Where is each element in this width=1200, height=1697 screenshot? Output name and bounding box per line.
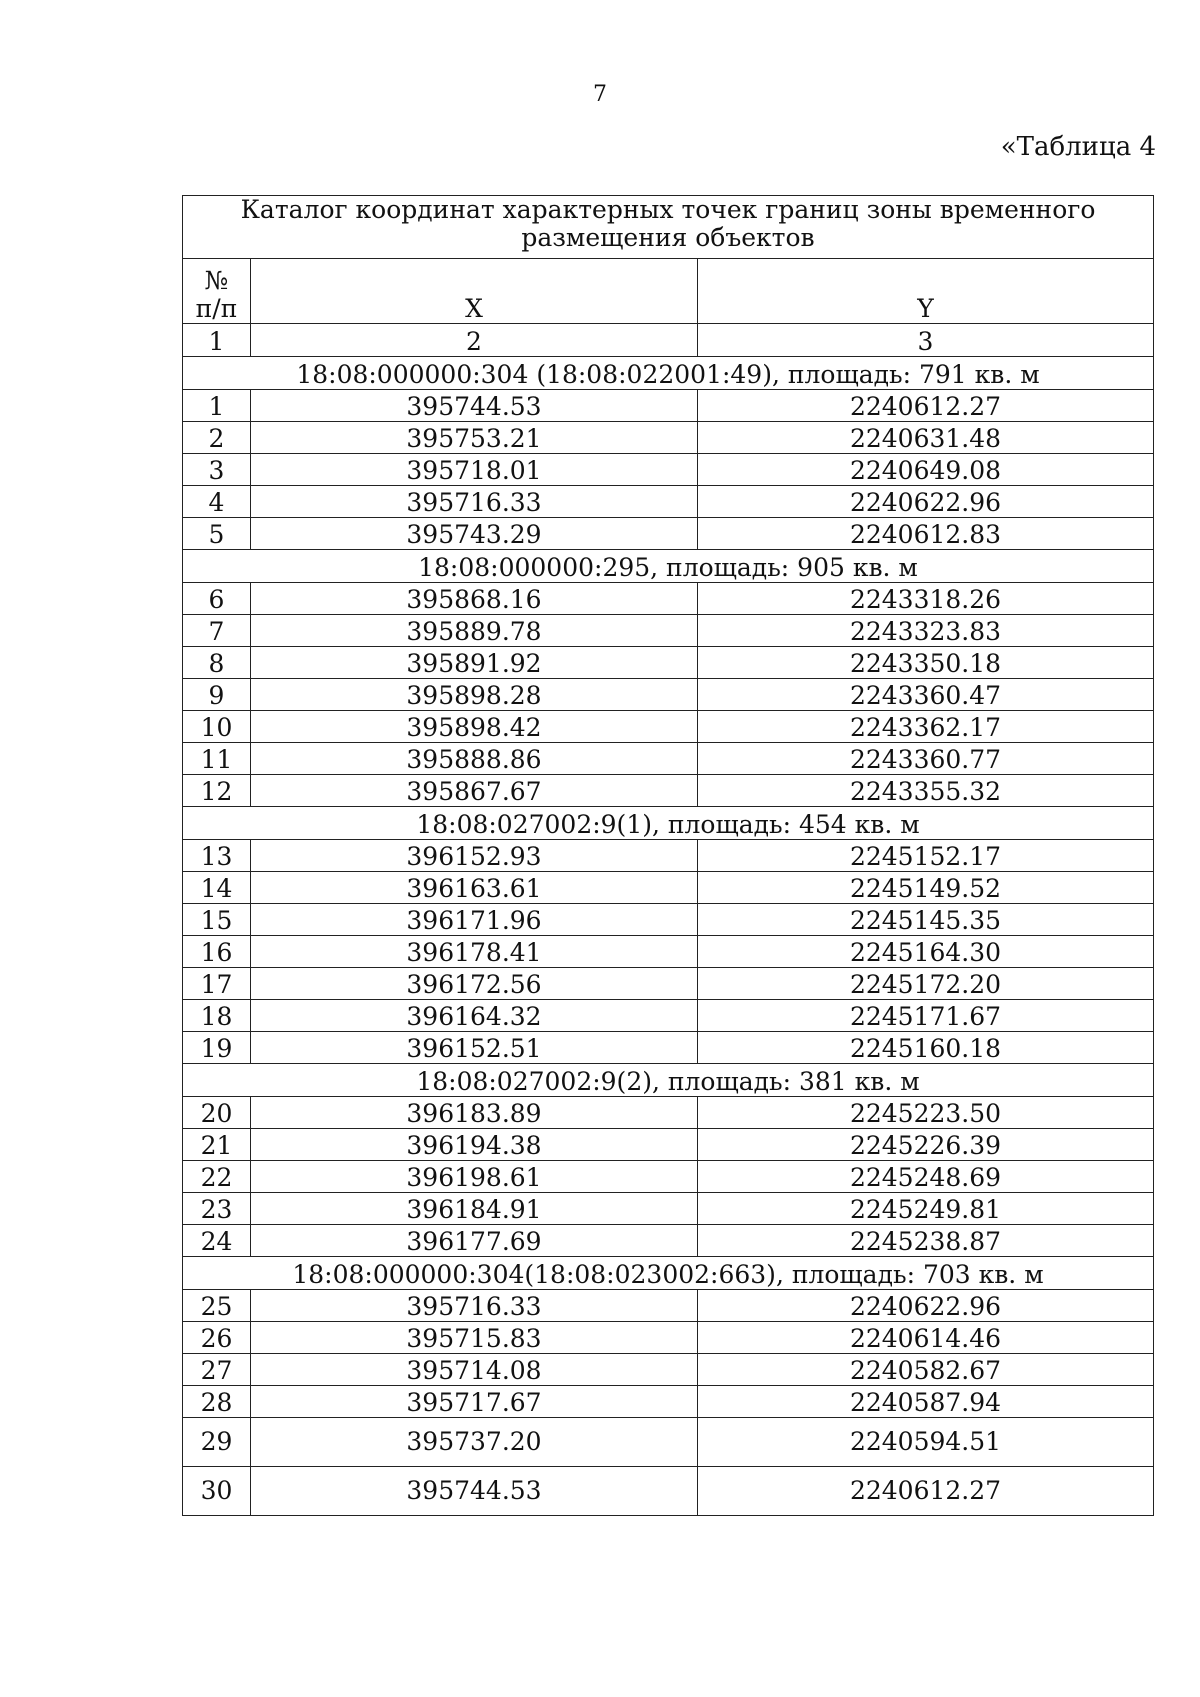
coord-y: 2243350.18 <box>698 647 1154 679</box>
table-row <box>183 743 1154 775</box>
coord-x: 396172.56 <box>251 968 698 1000</box>
point-number: 27 <box>183 1354 251 1386</box>
coord-y: 2240594.51 <box>698 1418 1154 1467</box>
coord-y: 2245164.30 <box>698 936 1154 968</box>
coord-y: 2245249.81 <box>698 1193 1154 1225</box>
table-caption: Каталог координат характерных точек границ зоны временного размещения объектов <box>183 196 1154 259</box>
coord-y: 2240612.27 <box>698 1467 1154 1516</box>
point-number: 16 <box>183 936 251 968</box>
point-number: 4 <box>183 486 251 518</box>
table-row <box>183 1418 1154 1467</box>
coord-x: 395889.78 <box>251 615 698 647</box>
point-number: 3 <box>183 454 251 486</box>
table-row <box>183 1161 1154 1193</box>
table-row <box>183 872 1154 904</box>
coord-x: 396183.89 <box>251 1097 698 1129</box>
coord-y: 2243362.17 <box>698 711 1154 743</box>
table-row <box>183 583 1154 615</box>
group-title: 18:08:000000:295, площадь: 905 кв. м <box>183 550 1154 583</box>
point-number: 21 <box>183 1129 251 1161</box>
group-row <box>183 357 1154 390</box>
coord-x: 395753.21 <box>251 422 698 454</box>
coord-x: 396178.41 <box>251 936 698 968</box>
coord-y: 2245248.69 <box>698 1161 1154 1193</box>
coord-x: 395891.92 <box>251 647 698 679</box>
coord-y: 2245160.18 <box>698 1032 1154 1064</box>
table-row <box>183 904 1154 936</box>
point-number: 7 <box>183 615 251 647</box>
point-number: 30 <box>183 1467 251 1516</box>
coord-x: 395717.67 <box>251 1386 698 1418</box>
coord-x: 395898.42 <box>251 711 698 743</box>
table-row <box>183 390 1154 422</box>
coord-x: 396171.96 <box>251 904 698 936</box>
table-row <box>183 1354 1154 1386</box>
coord-x: 395744.53 <box>251 390 698 422</box>
point-number: 11 <box>183 743 251 775</box>
point-number: 22 <box>183 1161 251 1193</box>
coord-y: 2240649.08 <box>698 454 1154 486</box>
header-number-line2: п/п <box>195 294 238 323</box>
point-number: 17 <box>183 968 251 1000</box>
coord-x: 396184.91 <box>251 1193 698 1225</box>
group-row <box>183 550 1154 583</box>
coord-x: 395888.86 <box>251 743 698 775</box>
coord-x: 395744.53 <box>251 1467 698 1516</box>
point-number: 24 <box>183 1225 251 1257</box>
point-number: 19 <box>183 1032 251 1064</box>
group-title: 18:08:000000:304 (18:08:022001:49), площадь: 791 кв. м <box>183 357 1154 390</box>
coord-y: 2243323.83 <box>698 615 1154 647</box>
table-label: «Таблица 4 <box>1000 132 1156 162</box>
coord-x: 396152.51 <box>251 1032 698 1064</box>
table-row <box>183 711 1154 743</box>
table-row <box>183 1000 1154 1032</box>
coord-x: 395718.01 <box>251 454 698 486</box>
table-row <box>183 454 1154 486</box>
coord-y: 2240582.67 <box>698 1354 1154 1386</box>
coord-x: 396152.93 <box>251 840 698 872</box>
coord-y: 2240614.46 <box>698 1322 1154 1354</box>
coord-y: 2245149.52 <box>698 872 1154 904</box>
coord-y: 2240622.96 <box>698 1290 1154 1322</box>
table-row <box>183 679 1154 711</box>
table-row <box>183 1129 1154 1161</box>
point-number: 28 <box>183 1386 251 1418</box>
table-row <box>183 775 1154 807</box>
table-row <box>183 1225 1154 1257</box>
table-row <box>183 1386 1154 1418</box>
point-number: 5 <box>183 518 251 550</box>
point-number: 1 <box>183 390 251 422</box>
coord-x: 396177.69 <box>251 1225 698 1257</box>
table-row <box>183 1032 1154 1064</box>
coord-x: 395716.33 <box>251 1290 698 1322</box>
coord-y: 2243318.26 <box>698 583 1154 615</box>
coord-x: 395743.29 <box>251 518 698 550</box>
group-title: 18:08:027002:9(1), площадь: 454 кв. м <box>183 807 1154 840</box>
point-number: 29 <box>183 1418 251 1467</box>
coord-y: 2245152.17 <box>698 840 1154 872</box>
header-number <box>183 259 251 324</box>
coord-x: 396164.32 <box>251 1000 698 1032</box>
table-row <box>183 486 1154 518</box>
coord-y: 2240612.27 <box>698 390 1154 422</box>
header-number-line1: № <box>204 266 229 295</box>
coord-y: 2245223.50 <box>698 1097 1154 1129</box>
coord-x: 395714.08 <box>251 1354 698 1386</box>
coord-y: 2240587.94 <box>698 1386 1154 1418</box>
coord-x: 396163.61 <box>251 872 698 904</box>
coord-y: 2243355.32 <box>698 775 1154 807</box>
group-title: 18:08:027002:9(2), площадь: 381 кв. м <box>183 1064 1154 1097</box>
page-number: 7 <box>593 82 607 107</box>
coord-y: 2245145.35 <box>698 904 1154 936</box>
table-row <box>183 936 1154 968</box>
point-number: 14 <box>183 872 251 904</box>
column-index-1: 1 <box>183 324 251 357</box>
coord-x: 395868.16 <box>251 583 698 615</box>
point-number: 26 <box>183 1322 251 1354</box>
coord-x: 395737.20 <box>251 1418 698 1467</box>
point-number: 6 <box>183 583 251 615</box>
coord-x: 395898.28 <box>251 679 698 711</box>
point-number: 2 <box>183 422 251 454</box>
point-number: 20 <box>183 1097 251 1129</box>
point-number: 18 <box>183 1000 251 1032</box>
coord-y: 2245171.67 <box>698 1000 1154 1032</box>
point-number: 25 <box>183 1290 251 1322</box>
point-number: 13 <box>183 840 251 872</box>
group-row <box>183 1257 1154 1290</box>
table-row <box>183 647 1154 679</box>
coord-x: 395716.33 <box>251 486 698 518</box>
coord-y: 2240631.48 <box>698 422 1154 454</box>
table-row <box>183 1193 1154 1225</box>
coordinates-table <box>182 195 1154 1516</box>
point-number: 9 <box>183 679 251 711</box>
table-row <box>183 422 1154 454</box>
table-row <box>183 615 1154 647</box>
header-x: X <box>251 259 698 324</box>
header-row <box>183 259 1154 324</box>
coord-x: 396198.61 <box>251 1161 698 1193</box>
table-row <box>183 1290 1154 1322</box>
coord-y: 2243360.47 <box>698 679 1154 711</box>
group-row <box>183 1064 1154 1097</box>
point-number: 15 <box>183 904 251 936</box>
column-index-row <box>183 324 1154 357</box>
coord-x: 395867.67 <box>251 775 698 807</box>
column-index-2: 2 <box>251 324 698 357</box>
table-row <box>183 518 1154 550</box>
coord-y: 2240612.83 <box>698 518 1154 550</box>
coord-x: 395715.83 <box>251 1322 698 1354</box>
coord-y: 2245226.39 <box>698 1129 1154 1161</box>
coord-y: 2243360.77 <box>698 743 1154 775</box>
table-row <box>183 968 1154 1000</box>
point-number: 10 <box>183 711 251 743</box>
group-row <box>183 807 1154 840</box>
point-number: 12 <box>183 775 251 807</box>
table-row <box>183 840 1154 872</box>
table-row <box>183 1467 1154 1516</box>
coord-y: 2240622.96 <box>698 486 1154 518</box>
point-number: 8 <box>183 647 251 679</box>
point-number: 23 <box>183 1193 251 1225</box>
group-title: 18:08:000000:304(18:08:023002:663), площадь: 703 кв. м <box>183 1257 1154 1290</box>
table-row <box>183 1322 1154 1354</box>
table-caption-row <box>183 196 1154 259</box>
table-row <box>183 1097 1154 1129</box>
header-y: Y <box>698 259 1154 324</box>
coord-y: 2245238.87 <box>698 1225 1154 1257</box>
coord-x: 396194.38 <box>251 1129 698 1161</box>
column-index-3: 3 <box>698 324 1154 357</box>
coord-y: 2245172.20 <box>698 968 1154 1000</box>
